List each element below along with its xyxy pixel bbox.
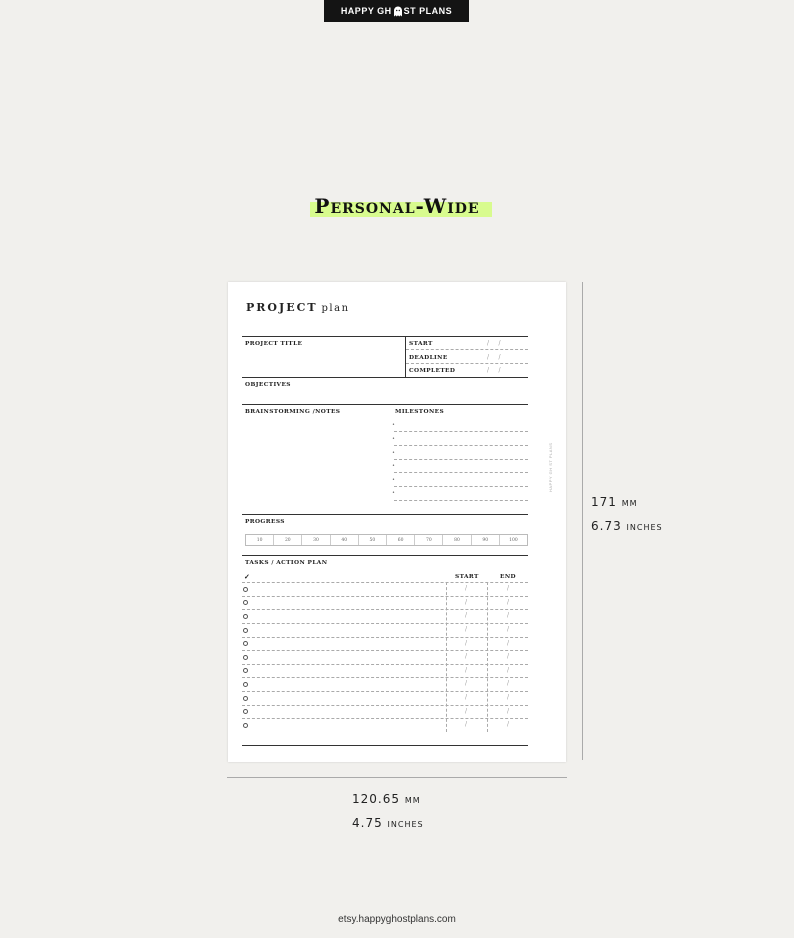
objectives-label: OBJECTIVES xyxy=(245,382,291,388)
task-end-slash: / xyxy=(507,612,510,619)
planner-title xyxy=(246,301,350,314)
progress-cell: 50 xyxy=(359,535,387,545)
milestone-line xyxy=(394,445,528,446)
task-row-line xyxy=(242,637,528,638)
progress-cell: 80 xyxy=(443,535,471,545)
progress-cell: 10 xyxy=(246,535,274,545)
brand-bar xyxy=(324,0,469,22)
heading-text: Personal-Wide xyxy=(314,194,480,218)
task-end-slash: / xyxy=(507,667,510,674)
progress-cell: 70 xyxy=(415,535,443,545)
task-row-line xyxy=(242,650,528,651)
task-checkbox[interactable] xyxy=(243,709,248,714)
task-start-slash: / xyxy=(465,640,468,647)
task-end-header: END xyxy=(500,574,516,580)
milestone-bullet: • xyxy=(392,436,395,442)
task-checkbox[interactable] xyxy=(243,696,248,701)
task-start-slash: / xyxy=(465,694,468,701)
tasks-bottom-rule xyxy=(242,745,528,746)
task-row-line xyxy=(242,718,528,719)
progress-top-rule xyxy=(242,514,528,515)
task-start-slash: / xyxy=(465,708,468,715)
progress-scale xyxy=(245,534,528,546)
height-in xyxy=(591,519,663,533)
milestone-line xyxy=(394,472,528,473)
task-start-slash: / xyxy=(465,653,468,660)
milestone-bullet: • xyxy=(392,477,395,483)
task-start-slash: / xyxy=(465,721,468,728)
deadline-line xyxy=(406,363,528,364)
height-mm-value: 171 xyxy=(591,495,617,509)
height-dimension-line xyxy=(582,282,583,760)
project-title-label: PROJECT TITLE xyxy=(245,341,303,347)
width-mm-unit: mm xyxy=(404,793,421,806)
task-end-slash: / xyxy=(507,640,510,647)
task-row-line xyxy=(242,623,528,624)
task-start-header: START xyxy=(455,574,479,580)
task-row-line xyxy=(242,664,528,665)
task-end-slash: / xyxy=(507,694,510,701)
ghost-icon xyxy=(393,6,403,17)
task-row-line xyxy=(242,705,528,706)
task-start-slash: / xyxy=(465,626,468,633)
planner-page xyxy=(228,282,566,762)
task-start-slash: / xyxy=(465,585,468,592)
task-start-slash: / xyxy=(465,667,468,674)
task-start-slash: / xyxy=(465,680,468,687)
height-in-unit: inches xyxy=(626,520,663,533)
task-end-slash: / xyxy=(507,653,510,660)
progress-label: PROGRESS xyxy=(245,519,285,525)
task-checkbox[interactable] xyxy=(243,668,248,673)
width-in-unit: inches xyxy=(387,817,424,830)
progress-cell: 20 xyxy=(274,535,302,545)
start-date-slashes: / / xyxy=(487,340,501,347)
task-checkbox[interactable] xyxy=(243,600,248,605)
title-bold: PROJECT xyxy=(246,301,318,314)
milestone-bullet: • xyxy=(392,450,395,456)
task-row-line xyxy=(242,677,528,678)
width-in-value: 4.75 xyxy=(352,816,383,830)
milestone-line xyxy=(394,486,528,487)
height-in-value: 6.73 xyxy=(591,519,622,533)
milestones-label: MILESTONES xyxy=(395,409,445,415)
start-line xyxy=(406,349,528,350)
size-heading xyxy=(0,194,794,218)
task-end-divider xyxy=(487,582,488,732)
task-checkbox[interactable] xyxy=(243,723,248,728)
task-checkbox[interactable] xyxy=(243,641,248,646)
height-mm xyxy=(591,495,638,509)
tasks-label: TASKS / ACTION PLAN xyxy=(245,560,328,566)
task-checkbox[interactable] xyxy=(243,628,248,633)
brand-left: HAPPY GH xyxy=(340,6,392,16)
progress-cell: 30 xyxy=(302,535,330,545)
task-start-divider xyxy=(446,582,447,732)
task-checkbox[interactable] xyxy=(243,655,248,660)
task-header-line xyxy=(242,582,528,583)
progress-cell: 40 xyxy=(331,535,359,545)
header-top-rule xyxy=(242,336,528,337)
header-bottom-rule xyxy=(242,377,528,378)
milestone-bullet: • xyxy=(392,490,395,496)
task-row-line xyxy=(242,691,528,692)
task-end-slash: / xyxy=(507,585,510,592)
width-in xyxy=(352,816,424,830)
task-start-slash: / xyxy=(465,612,468,619)
progress-cell: 100 xyxy=(509,537,518,543)
completed-label: COMPLETED xyxy=(409,368,456,374)
header-divider xyxy=(405,337,406,377)
tasks-top-rule xyxy=(242,555,528,556)
task-end-slash: / xyxy=(507,721,510,728)
width-mm-value: 120.65 xyxy=(352,792,400,806)
progress-cell: 90 xyxy=(472,535,500,545)
brainstorming-label: BRAINSTORMING /NOTES xyxy=(245,409,341,415)
task-end-slash: / xyxy=(507,708,510,715)
milestone-bullet: • xyxy=(392,422,395,428)
checkmark-icon: ✓ xyxy=(244,572,251,581)
brand-right: ST PLANS xyxy=(403,6,453,16)
width-mm xyxy=(352,792,421,806)
task-start-slash: / xyxy=(465,599,468,606)
progress-cell: 60 xyxy=(387,535,415,545)
deadline-date-slashes: / / xyxy=(487,354,501,361)
deadline-label: DEADLINE xyxy=(409,355,448,361)
milestone-line xyxy=(394,500,528,501)
shop-url[interactable]: etsy.happyghostplans.com xyxy=(338,914,456,925)
width-dimension-line xyxy=(227,777,567,778)
task-end-slash: / xyxy=(507,599,510,606)
task-checkbox[interactable] xyxy=(243,682,248,687)
task-end-slash: / xyxy=(507,680,510,687)
task-row-line xyxy=(242,596,528,597)
side-brand: HAPPY GH ST PLANS xyxy=(548,442,553,492)
task-row-line xyxy=(242,609,528,610)
milestone-line xyxy=(394,459,528,460)
task-end-slash: / xyxy=(507,626,510,633)
title-thin: plan xyxy=(321,303,350,314)
milestone-bullet: • xyxy=(392,463,395,469)
height-mm-unit: mm xyxy=(621,496,638,509)
task-checkbox[interactable] xyxy=(243,587,248,592)
task-checkbox[interactable] xyxy=(243,614,248,619)
start-label: START xyxy=(409,341,433,347)
milestone-line xyxy=(394,431,528,432)
completed-date-slashes: / / xyxy=(487,367,501,374)
objectives-bottom-rule xyxy=(242,404,528,405)
